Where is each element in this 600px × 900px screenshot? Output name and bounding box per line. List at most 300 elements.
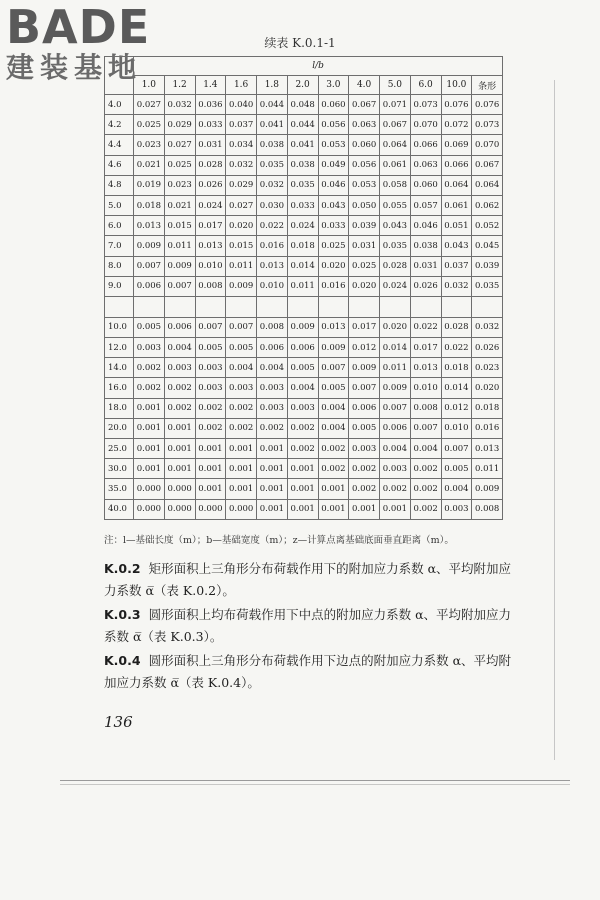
- table-cell: 0.025: [164, 155, 195, 175]
- row-label-cell: 5.0: [105, 195, 134, 215]
- column-header: 1.4: [195, 76, 226, 95]
- table-cell: 0.009: [380, 378, 411, 398]
- table-cell: 0.003: [195, 378, 226, 398]
- table-cell: 0.027: [164, 135, 195, 155]
- table-cell: 0.001: [226, 459, 257, 479]
- table-cell: 0.048: [287, 95, 318, 115]
- table-cell: 0.035: [472, 276, 503, 296]
- table-cell: 0.072: [441, 115, 472, 135]
- table-cell: 0.056: [349, 155, 380, 175]
- table-cell: 0.006: [380, 418, 411, 438]
- table-cell: 0.034: [226, 135, 257, 155]
- table-cell: 0.002: [287, 439, 318, 459]
- column-header: 6.0: [410, 76, 441, 95]
- table-cell: 0.033: [287, 195, 318, 215]
- table-cell: 0.005: [195, 338, 226, 358]
- table-cell: 0.029: [226, 175, 257, 195]
- table-cell: 0.001: [164, 459, 195, 479]
- table-cell: 0.005: [441, 459, 472, 479]
- column-header: 3.0: [318, 76, 349, 95]
- table-row: [105, 479, 503, 499]
- table-cell: 0.032: [441, 276, 472, 296]
- table-cell: 0.039: [472, 256, 503, 276]
- table-cell: 0.076: [441, 95, 472, 115]
- table-cell: 0.001: [318, 479, 349, 499]
- table-row: [105, 155, 503, 175]
- table-row: [105, 317, 503, 337]
- table-cell: 0.002: [318, 439, 349, 459]
- table-cell: 0.001: [287, 499, 318, 519]
- table-cell: 0.038: [257, 135, 288, 155]
- table-cell: 0.002: [164, 398, 195, 418]
- table-cell: 0.004: [287, 378, 318, 398]
- table-cell: 0.002: [195, 418, 226, 438]
- table-cell: [195, 296, 226, 317]
- table-cell: 0.017: [410, 338, 441, 358]
- table-cell: 0.026: [410, 276, 441, 296]
- table-cell: 0.004: [318, 398, 349, 418]
- table-cell: 0.016: [318, 276, 349, 296]
- table-cell: 0.031: [195, 135, 226, 155]
- table-cell: 0.004: [441, 479, 472, 499]
- table-cell: [349, 296, 380, 317]
- logo-sub-text: 建装基地: [6, 51, 143, 84]
- table-cell: [134, 296, 165, 317]
- table-cell: 0.003: [134, 338, 165, 358]
- row-label-cell: 40.0: [105, 499, 134, 519]
- table-cell: 0.016: [472, 418, 503, 438]
- table-cell: 0.001: [349, 499, 380, 519]
- row-label-cell: 25.0: [105, 439, 134, 459]
- table-row: [105, 175, 503, 195]
- row-label-cell: 4.8: [105, 175, 134, 195]
- table-cell: 0.044: [257, 95, 288, 115]
- table-cell: 0.027: [226, 195, 257, 215]
- table-cell: 0.057: [410, 195, 441, 215]
- table-cell: [287, 296, 318, 317]
- table-cell: 0.045: [472, 236, 503, 256]
- table-cell: 0.060: [410, 175, 441, 195]
- row-label-cell: 6.0: [105, 216, 134, 236]
- table-cell: 0.020: [380, 317, 411, 337]
- table-cell: 0.024: [287, 216, 318, 236]
- table-cell: 0.020: [318, 256, 349, 276]
- table-cell: [410, 296, 441, 317]
- row-label-cell: 10.0: [105, 317, 134, 337]
- table-cell: 0.035: [287, 175, 318, 195]
- table-cell: 0.004: [380, 439, 411, 459]
- table-cell: [441, 296, 472, 317]
- table-cell: 0.023: [134, 135, 165, 155]
- table-cell: 0.015: [164, 216, 195, 236]
- table-cell: 0.061: [441, 195, 472, 215]
- table-cell: 0.028: [380, 256, 411, 276]
- table-cell: 0.027: [134, 95, 165, 115]
- table-row: [105, 135, 503, 155]
- table-cell: 0.018: [134, 195, 165, 215]
- column-header: 1.6: [226, 76, 257, 95]
- table-cell: 0.025: [349, 256, 380, 276]
- paragraph-k04: [104, 650, 514, 694]
- table-cell: 0.046: [410, 216, 441, 236]
- table-cell: 0.033: [195, 115, 226, 135]
- table-cell: 0.005: [318, 378, 349, 398]
- table-cell: 0.002: [257, 418, 288, 438]
- row-label-cell: 35.0: [105, 479, 134, 499]
- table-cell: 0.028: [195, 155, 226, 175]
- table-cell: 0.006: [164, 317, 195, 337]
- row-label-cell: 9.0: [105, 276, 134, 296]
- table-cell: 0.013: [410, 358, 441, 378]
- table-cell: 0.001: [257, 459, 288, 479]
- table-row: [105, 95, 503, 115]
- table-cell: 0.002: [164, 378, 195, 398]
- table-cell: 0.007: [195, 317, 226, 337]
- scan-edge-line: [60, 784, 570, 785]
- table-cell: 0.026: [195, 175, 226, 195]
- table-cell: 0.003: [195, 358, 226, 378]
- table-cell: 0.070: [472, 135, 503, 155]
- clause-text: 圆形面积上均布荷载作用下中点的附加应力系数 α、平均附加应力系数 α̅（表 K.0.3）。: [104, 607, 512, 644]
- table-cell: [257, 296, 288, 317]
- table-cell: [472, 296, 503, 317]
- table-cell: 0.001: [195, 439, 226, 459]
- table-cell: 0.011: [472, 459, 503, 479]
- table-cell: 0.010: [257, 276, 288, 296]
- row-label-cell: 14.0: [105, 358, 134, 378]
- table-cell: 0.002: [195, 398, 226, 418]
- table-cell: 0.015: [226, 236, 257, 256]
- table-cell: 0.010: [195, 256, 226, 276]
- table-cell: 0.024: [195, 195, 226, 215]
- table-cell: 0.001: [257, 439, 288, 459]
- table-cell: 0.003: [287, 398, 318, 418]
- table-cell: 0.002: [134, 378, 165, 398]
- table-cell: 0.019: [134, 175, 165, 195]
- table-cell: 0.001: [134, 398, 165, 418]
- table-cell: 0.009: [164, 256, 195, 276]
- row-label-cell: 7.0: [105, 236, 134, 256]
- table-cell: 0.001: [164, 418, 195, 438]
- table-cell: 0.018: [287, 236, 318, 256]
- table-cell: 0.014: [380, 338, 411, 358]
- table-cell: 0.069: [441, 135, 472, 155]
- table-cell: 0.002: [410, 459, 441, 479]
- clause-text: 圆形面积上三角形分布荷载作用下边点的附加应力系数 α、平均附加应力系数 α̅（表 K.0.4）。: [104, 653, 512, 690]
- table-cell: 0.029: [164, 115, 195, 135]
- table-cell: 0.032: [226, 155, 257, 175]
- table-cell: 0.006: [287, 338, 318, 358]
- table-cell: 0.022: [441, 338, 472, 358]
- table-cell: 0.043: [318, 195, 349, 215]
- table-cell: 0.010: [441, 418, 472, 438]
- table-cell: 0.033: [318, 216, 349, 236]
- table-cell: 0.035: [257, 155, 288, 175]
- table-cell: 0.007: [441, 439, 472, 459]
- table-cell: 0.007: [134, 256, 165, 276]
- table-cell: 0.018: [472, 398, 503, 418]
- table-cell: 0.014: [287, 256, 318, 276]
- table-cell: 0.028: [441, 317, 472, 337]
- table-cell: 0.002: [410, 479, 441, 499]
- clause-text: 矩形面积上三角形分布荷载作用下的附加应力系数 α、平均附加应力系数 α̅（表 K.0.2）。: [104, 561, 512, 598]
- table-cell: 0.035: [380, 236, 411, 256]
- table-cell: 0.002: [287, 418, 318, 438]
- row-label-cell: 30.0: [105, 459, 134, 479]
- table-cell: 0.060: [318, 95, 349, 115]
- row-label-cell: 4.6: [105, 155, 134, 175]
- table-row: [105, 358, 503, 378]
- table-cell: 0.006: [134, 276, 165, 296]
- table-cell: 0.000: [164, 479, 195, 499]
- table-cell: 0.063: [349, 115, 380, 135]
- table-cell: 0.022: [257, 216, 288, 236]
- table-cell: 0.062: [472, 195, 503, 215]
- table-cell: 0.040: [226, 95, 257, 115]
- column-header: 10.0: [441, 76, 472, 95]
- table-cell: 0.020: [226, 216, 257, 236]
- table-cell: 0.001: [380, 499, 411, 519]
- row-label-cell: 12.0: [105, 338, 134, 358]
- table-cell: 0.005: [287, 358, 318, 378]
- table-cell: 0.052: [472, 216, 503, 236]
- table-cell: 0.001: [134, 459, 165, 479]
- table-cell: 0.014: [441, 378, 472, 398]
- table-cell: 0.067: [472, 155, 503, 175]
- row-label-cell: 8.0: [105, 256, 134, 276]
- table-cell: 0.007: [380, 398, 411, 418]
- table-cell: 0.071: [380, 95, 411, 115]
- table-cell: 0.007: [226, 317, 257, 337]
- table-cell: 0.061: [380, 155, 411, 175]
- table-cell: 0.002: [380, 479, 411, 499]
- table-cell: 0.006: [257, 338, 288, 358]
- table-row: [105, 296, 503, 317]
- table-cell: 0.012: [349, 338, 380, 358]
- logo-main-text: BADE: [6, 0, 151, 54]
- table-cell: 0.009: [349, 358, 380, 378]
- table-cell: 0.031: [349, 236, 380, 256]
- table-cell: 0.011: [287, 276, 318, 296]
- table-cell: 0.001: [226, 439, 257, 459]
- table-cell: 0.030: [257, 195, 288, 215]
- clause-number: K.0.2: [104, 561, 141, 576]
- row-header-corner: [105, 57, 134, 95]
- table-cell: 0.041: [287, 135, 318, 155]
- table-cell: 0.020: [349, 276, 380, 296]
- table-cell: 0.066: [441, 155, 472, 175]
- table-cell: 0.004: [318, 418, 349, 438]
- table-cell: 0.003: [441, 499, 472, 519]
- table-cell: 0.016: [257, 236, 288, 256]
- table-cell: 0.064: [441, 175, 472, 195]
- table-cell: 0.011: [380, 358, 411, 378]
- table-cell: 0.007: [349, 378, 380, 398]
- table-row: [105, 338, 503, 358]
- table-cell: 0.003: [257, 378, 288, 398]
- table-cell: 0.005: [134, 317, 165, 337]
- table-cell: 0.001: [257, 479, 288, 499]
- column-header: 4.0: [349, 76, 380, 95]
- table-cell: 0.026: [472, 338, 503, 358]
- table-cell: 0.008: [472, 499, 503, 519]
- table-cell: 0.038: [410, 236, 441, 256]
- table-cell: 0.000: [226, 499, 257, 519]
- table-cell: 0.076: [472, 95, 503, 115]
- table-cell: 0.003: [349, 439, 380, 459]
- table-cell: 0.001: [318, 499, 349, 519]
- table-row: [105, 418, 503, 438]
- table-cell: 0.051: [441, 216, 472, 236]
- column-header: 2.0: [287, 76, 318, 95]
- table-cell: 0.002: [226, 418, 257, 438]
- table-cell: 0.001: [164, 439, 195, 459]
- table-cell: 0.009: [134, 236, 165, 256]
- table-cell: 0.002: [410, 499, 441, 519]
- column-header: 1.2: [164, 76, 195, 95]
- table-cell: 0.007: [164, 276, 195, 296]
- table-cell: 0.023: [472, 358, 503, 378]
- table-row: [105, 276, 503, 296]
- table-cell: 0.037: [441, 256, 472, 276]
- table-cell: 0.041: [257, 115, 288, 135]
- table-cell: 0.038: [287, 155, 318, 175]
- table-cell: 0.001: [134, 418, 165, 438]
- table-cell: 0.012: [441, 398, 472, 418]
- table-cell: 0.060: [349, 135, 380, 155]
- table-cell: 0.064: [472, 175, 503, 195]
- table-cell: 0.007: [410, 418, 441, 438]
- table-cell: 0.049: [318, 155, 349, 175]
- table-cell: 0.064: [380, 135, 411, 155]
- table-cell: 0.000: [195, 499, 226, 519]
- table-cell: [318, 296, 349, 317]
- table-cell: [226, 296, 257, 317]
- table-cell: 0.001: [134, 439, 165, 459]
- table-cell: 0.002: [349, 479, 380, 499]
- row-label-cell: 16.0: [105, 378, 134, 398]
- table-cell: 0.013: [318, 317, 349, 337]
- table-cell: 0.070: [410, 115, 441, 135]
- table-cell: 0.002: [318, 459, 349, 479]
- table-cell: 0.002: [226, 398, 257, 418]
- table-cell: 0.008: [257, 317, 288, 337]
- table-cell: 0.043: [380, 216, 411, 236]
- table-cell: 0.058: [380, 175, 411, 195]
- table-cell: 0.003: [257, 398, 288, 418]
- table-cell: 0.009: [226, 276, 257, 296]
- scan-edge-vertical: [554, 80, 555, 760]
- table-caption: 续表 K.0.1-1: [264, 36, 336, 50]
- table-cell: 0.001: [195, 459, 226, 479]
- table-cell: 0.032: [164, 95, 195, 115]
- table-cell: 0.013: [472, 439, 503, 459]
- table-cell: 0.066: [410, 135, 441, 155]
- table-row: [105, 459, 503, 479]
- stress-coefficient-table: [104, 56, 503, 520]
- table-cell: 0.021: [164, 195, 195, 215]
- table-cell: 0.043: [441, 236, 472, 256]
- table-cell: 0.003: [164, 358, 195, 378]
- table-cell: 0.004: [257, 358, 288, 378]
- column-header: 1.0: [134, 76, 165, 95]
- column-header: 5.0: [380, 76, 411, 95]
- table-row: [105, 115, 503, 135]
- table-cell: 0.008: [195, 276, 226, 296]
- table-cell: 0.018: [441, 358, 472, 378]
- table-cell: 0.008: [410, 398, 441, 418]
- table-cell: 0.022: [410, 317, 441, 337]
- table-cell: 0.025: [134, 115, 165, 135]
- page-number: 136: [104, 713, 133, 731]
- table-note: 注：l—基础长度（m）；b—基础宽度（m）；z—计算点离基础底面垂直距离（m）。: [104, 535, 454, 546]
- table-cell: 0.010: [410, 378, 441, 398]
- table-cell: 0.001: [195, 479, 226, 499]
- table-cell: 0.039: [349, 216, 380, 236]
- table-cell: 0.009: [287, 317, 318, 337]
- table-cell: 0.032: [472, 317, 503, 337]
- table-cell: 0.037: [226, 115, 257, 135]
- table-cell: 0.011: [226, 256, 257, 276]
- row-label-cell: 4.2: [105, 115, 134, 135]
- clause-number: K.0.3: [104, 607, 141, 622]
- table-cell: 0.073: [472, 115, 503, 135]
- table-cell: 0.031: [410, 256, 441, 276]
- table-cell: 0.001: [226, 479, 257, 499]
- table-cell: 0.013: [134, 216, 165, 236]
- row-label-cell: 4.0: [105, 95, 134, 115]
- table-cell: 0.009: [472, 479, 503, 499]
- table-cell: 0.004: [164, 338, 195, 358]
- table-cell: 0.000: [134, 479, 165, 499]
- table-cell: 0.001: [257, 499, 288, 519]
- table-cell: 0.023: [164, 175, 195, 195]
- table-cell: 0.004: [410, 439, 441, 459]
- table-cell: 0.053: [318, 135, 349, 155]
- table-cell: 0.000: [134, 499, 165, 519]
- table-row: [105, 499, 503, 519]
- table-cell: 0.006: [349, 398, 380, 418]
- column-header-row: [105, 76, 503, 95]
- table-cell: 0.011: [164, 236, 195, 256]
- paragraph-k02: [104, 558, 514, 602]
- table-cell: 0.032: [257, 175, 288, 195]
- row-label-cell: 20.0: [105, 418, 134, 438]
- table-row: [105, 256, 503, 276]
- table-cell: 0.017: [349, 317, 380, 337]
- table-cell: 0.002: [349, 459, 380, 479]
- column-header: 1.8: [257, 76, 288, 95]
- row-label-cell: 18.0: [105, 398, 134, 418]
- table-cell: 0.005: [226, 338, 257, 358]
- table-cell: 0.036: [195, 95, 226, 115]
- table-cell: 0.025: [318, 236, 349, 256]
- paragraph-k03: [104, 604, 514, 648]
- table-cell: 0.021: [134, 155, 165, 175]
- table-cell: 0.001: [287, 479, 318, 499]
- table-cell: 0.044: [287, 115, 318, 135]
- table-cell: 0.007: [318, 358, 349, 378]
- table-body: [105, 95, 503, 520]
- table-row: [105, 216, 503, 236]
- table-cell: 0.055: [380, 195, 411, 215]
- table-cell: 0.009: [318, 338, 349, 358]
- row-label-cell: 4.4: [105, 135, 134, 155]
- table-cell: 0.050: [349, 195, 380, 215]
- column-header: 条形: [472, 76, 503, 95]
- table-cell: 0.053: [349, 175, 380, 195]
- table-cell: 0.000: [164, 499, 195, 519]
